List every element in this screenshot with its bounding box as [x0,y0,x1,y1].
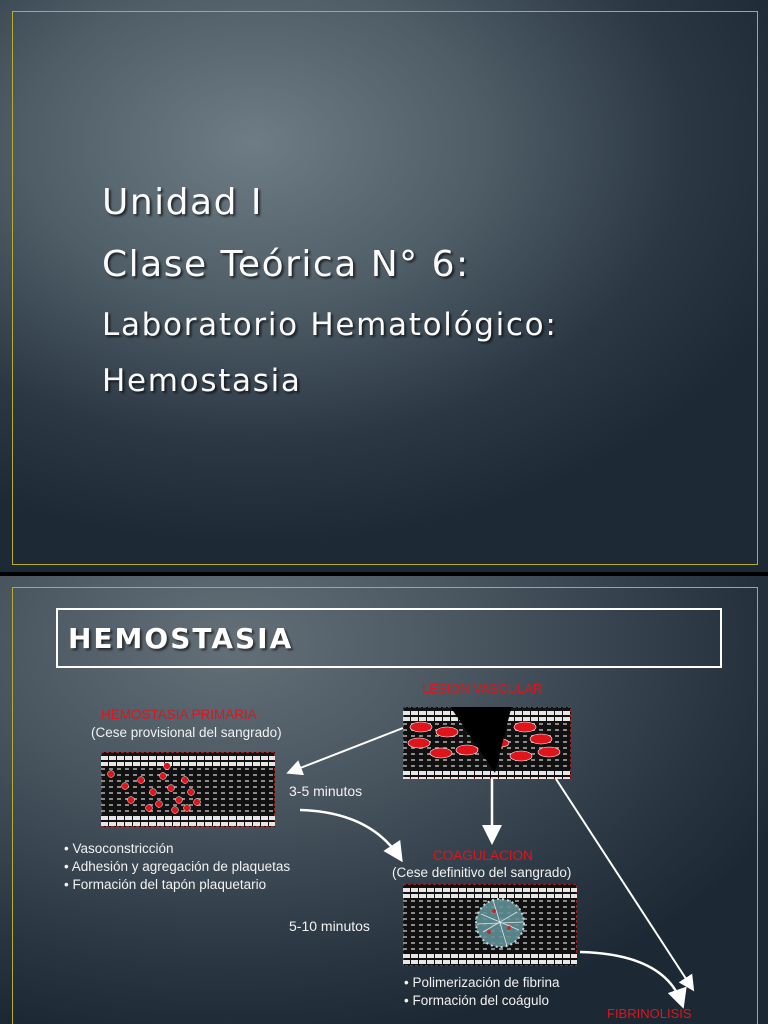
arrow-coag-to-fibrinolisis [580,952,682,1004]
arrow-to-primaria [290,728,403,772]
title-topic: Hemostasia [102,363,302,399]
coagulacion-subtitle: (Cese definitivo del sangrado) [392,865,572,880]
list-item: • Vasoconstricción [64,840,290,858]
list-item: • Formación del coágulo [404,992,560,1010]
title-subject: Laboratorio Hematológico: [102,307,558,343]
flow-arrows [0,576,768,1024]
coagulacion-bullets [404,974,560,1010]
list-item: • Formación del tapón plaquetario [64,876,290,894]
slide-heading: HEMOSTASIA [68,622,294,655]
primaria-title: HEMOSTASIA PRIMARIA [101,707,257,722]
slide-frame [12,11,758,565]
fibrinolisis-label: FIBRINOLISIS [607,1006,692,1021]
primaria-subtitle: (Cese provisional del sangrado) [91,725,282,740]
list-item: • Adhesión y agregación de plaquetas [64,858,290,876]
lesion-label: LESION VASCULAR [422,681,543,696]
primaria-bullets [64,840,290,894]
title-unit: Unidad I [102,182,263,223]
title-class: Clase Teórica N° 6: [102,244,470,285]
hemostasia-slide [0,576,768,1024]
time-coagulacion: 5-10 minutos [289,918,370,934]
time-primaria: 3-5 minutos [289,783,363,799]
list-item: • Polimerización de fibrina [404,974,560,992]
arrow-primaria-to-coag [300,810,400,858]
coagulacion-title: COAGULACION [433,848,533,863]
